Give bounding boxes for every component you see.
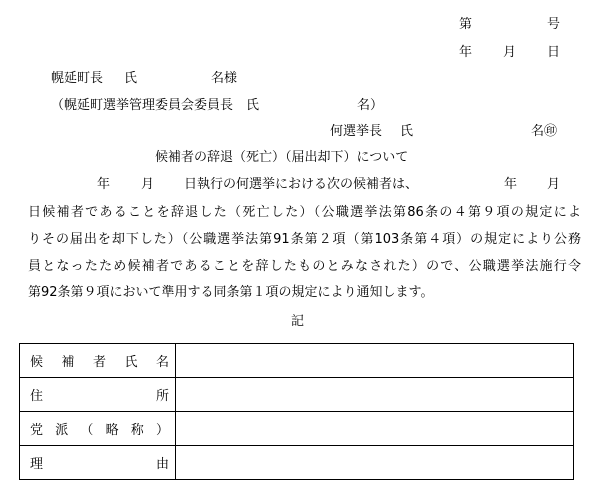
label-char: 略 bbox=[105, 423, 119, 438]
label-char: 者 bbox=[92, 355, 106, 370]
addressee-sama: 名様 bbox=[211, 71, 238, 86]
body-line3: りその届出を却下した）（公職選挙法第91条第２項（第103条第４項）の規定により公務 bbox=[28, 232, 581, 247]
label-char: 名 bbox=[155, 355, 169, 370]
label-char: ） bbox=[155, 423, 169, 438]
candidate-info-table bbox=[19, 343, 574, 480]
label-char: 所 bbox=[155, 389, 169, 404]
sender-title: 何選挙長 bbox=[330, 124, 383, 139]
addressee-committee: （幌延町選挙管理委員会委員長 氏 bbox=[51, 98, 260, 113]
body-line1-year: 年 bbox=[97, 177, 111, 192]
body-line1-month2: 月 bbox=[547, 177, 561, 192]
label-char: （ bbox=[80, 423, 94, 438]
addressee-committee-close: 名） bbox=[357, 98, 384, 113]
body-line2: 日候補者であることを辞退した（死亡した）（公職選挙法第86条の４第９項の規定によ bbox=[28, 205, 581, 220]
label-candidate-name bbox=[30, 351, 169, 370]
table-row bbox=[20, 412, 574, 446]
label-char: 党 bbox=[30, 423, 44, 438]
value-cell-reason[interactable] bbox=[176, 446, 574, 480]
body-line4: 員となったため候補者であることを辞したものとみなされた）ので、公職選挙法施行令 bbox=[28, 259, 581, 274]
date-day: 日 bbox=[547, 45, 561, 60]
label-address bbox=[30, 385, 169, 404]
table-row bbox=[20, 446, 574, 480]
date-year: 年 bbox=[459, 45, 473, 60]
label-char: 理 bbox=[30, 457, 44, 472]
number-go: 号 bbox=[547, 17, 561, 32]
table-row bbox=[20, 378, 574, 412]
ki-heading: 記 bbox=[291, 314, 305, 329]
label-cell-candidate-name bbox=[20, 344, 176, 378]
body-line1-text: 日執行の何選挙における次の候補者は、 bbox=[184, 177, 419, 192]
label-char: 由 bbox=[155, 457, 169, 472]
number-dai: 第 bbox=[459, 17, 473, 32]
sender-seal-name: 名㊞ bbox=[531, 124, 558, 139]
date-month: 月 bbox=[503, 45, 517, 60]
table-row bbox=[20, 344, 574, 378]
body-line1-month: 月 bbox=[141, 177, 155, 192]
label-cell-reason bbox=[20, 446, 176, 480]
label-party bbox=[30, 419, 169, 438]
addressee-town-mayor: 幌延町長 bbox=[51, 71, 104, 86]
body-line5: 第92条第９項において準用する同条第１項の規定により通知します。 bbox=[28, 285, 434, 300]
label-reason bbox=[30, 453, 169, 472]
sender-shi: 氏 bbox=[400, 124, 414, 139]
label-char: 住 bbox=[30, 389, 44, 404]
label-char: 氏 bbox=[124, 355, 138, 370]
addressee-shi: 氏 bbox=[124, 71, 138, 86]
label-cell-party bbox=[20, 412, 176, 446]
label-char: 称 bbox=[130, 423, 144, 438]
label-char: 派 bbox=[55, 423, 69, 438]
value-cell-party[interactable] bbox=[176, 412, 574, 446]
value-cell-candidate-name[interactable] bbox=[176, 344, 574, 378]
body-line1-year2: 年 bbox=[504, 177, 518, 192]
label-char: 候 bbox=[30, 355, 44, 370]
value-cell-address[interactable] bbox=[176, 378, 574, 412]
subject-line: 候補者の辞退（死亡）（届出却下）について bbox=[155, 150, 409, 165]
label-char: 補 bbox=[61, 355, 75, 370]
label-cell-address bbox=[20, 378, 176, 412]
